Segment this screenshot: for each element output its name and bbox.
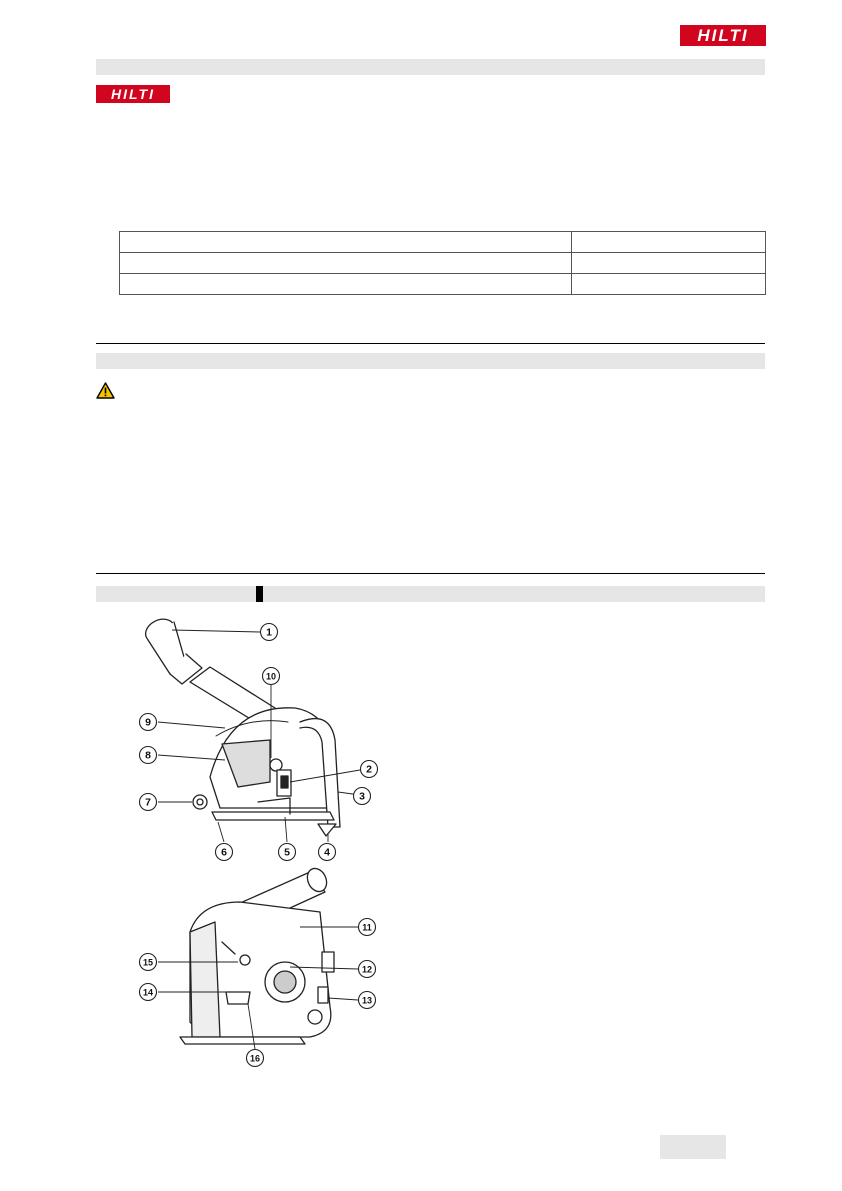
table-row (120, 274, 766, 295)
table-cell (120, 232, 572, 253)
front-foot (318, 824, 336, 836)
callout-label-6: 6 (221, 846, 227, 859)
rear-base-plate (180, 1037, 305, 1044)
table-row (120, 253, 766, 274)
rear-clip-lower (318, 987, 328, 1003)
table-cell (572, 253, 766, 274)
page-number-box (660, 1135, 726, 1159)
callout-label-10: 10 (265, 671, 277, 682)
callout-label-13: 13 (361, 995, 373, 1006)
hilti-logo-inline (96, 85, 170, 103)
section-heading-bar-3 (96, 586, 765, 602)
table-row (120, 232, 766, 253)
warning-triangle-icon (96, 382, 115, 399)
hilti-logo-text: HILTI (697, 26, 749, 45)
callout-label-4: 4 (324, 846, 330, 859)
hilti-logo-header (680, 25, 766, 46)
section-heading-bar-1 (96, 59, 765, 75)
redaction-marker (256, 586, 263, 602)
guide-roller (193, 795, 207, 809)
callout-label-14: 14 (142, 987, 154, 998)
callout-label-12: 12 (361, 964, 373, 975)
callout-label-3: 3 (359, 790, 365, 803)
rear-hood-side (190, 922, 220, 1037)
product-illustration (130, 612, 390, 1072)
callout-label-15: 15 (142, 957, 154, 968)
callout-label-2: 2 (366, 763, 372, 776)
depth-lock-lever (281, 776, 288, 788)
rear-clip-upper (322, 952, 334, 972)
depth-knob (270, 759, 282, 771)
section-divider-2 (96, 573, 765, 574)
callout-label-5: 5 (284, 846, 290, 859)
callout-label-1: 1 (266, 626, 272, 639)
hilti-logo-inline-text: HILTI (111, 86, 155, 102)
callout-label-7: 7 (145, 796, 151, 809)
table-cell (120, 253, 572, 274)
section-divider-1 (96, 343, 765, 344)
base-plate (212, 812, 334, 820)
callout-label-8: 8 (145, 749, 151, 762)
lock-screw (240, 955, 250, 965)
section-heading-bar-2 (96, 353, 765, 369)
flange-nut (274, 971, 296, 993)
callout-label-9: 9 (145, 716, 151, 729)
table-cell (120, 274, 572, 295)
rear-roller (308, 1010, 322, 1024)
callout-label-11: 11 (362, 922, 372, 933)
table-cell (572, 274, 766, 295)
specification-table (119, 231, 766, 295)
table-cell (572, 232, 766, 253)
rear-clamp (226, 992, 250, 1004)
callout-label-16: 16 (249, 1053, 261, 1064)
